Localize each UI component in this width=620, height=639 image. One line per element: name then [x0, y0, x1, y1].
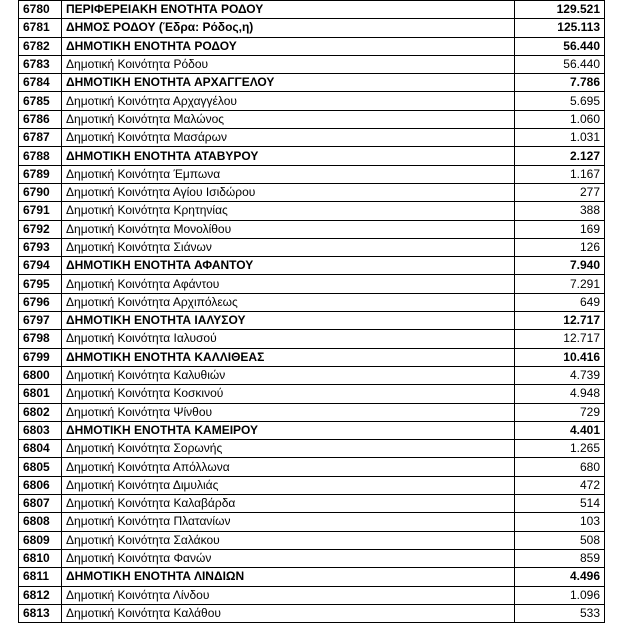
row-population: 56.440	[515, 55, 605, 73]
table-row	[19, 92, 605, 110]
table-row	[19, 312, 605, 330]
row-name: Δημοτική Κοινότητα Διμυλιάς	[62, 476, 515, 494]
table-row	[19, 586, 605, 604]
row-name: Δημοτική Κοινότητα Αρχιπόλεως	[62, 293, 515, 311]
table-row	[19, 385, 605, 403]
table-row	[19, 55, 605, 73]
table-row	[19, 330, 605, 348]
row-code: 6803	[19, 421, 62, 439]
row-name: Δημοτική Κοινότητα Πλατανίων	[62, 513, 515, 531]
population-table	[18, 0, 605, 623]
table-row	[19, 275, 605, 293]
row-name: ΔΗΜΟΤΙΚΗ ΕΝΟΤΗΤΑ ΡΟΔΟΥ	[62, 37, 515, 55]
row-population: 5.695	[515, 92, 605, 110]
row-code: 6800	[19, 366, 62, 384]
row-code: 6790	[19, 183, 62, 201]
row-name: ΔΗΜΟΤΙΚΗ ΕΝΟΤΗΤΑ ΑΡΧΑΓΓΕΛΟΥ	[62, 74, 515, 92]
row-population: 277	[515, 183, 605, 201]
table-row	[19, 19, 605, 37]
row-name: Δημοτική Κοινότητα Έμπωνα	[62, 165, 515, 183]
row-code: 6801	[19, 385, 62, 403]
row-population: 1.265	[515, 440, 605, 458]
row-code: 6798	[19, 330, 62, 348]
row-name: Δημοτική Κοινότητα Μασάρων	[62, 129, 515, 147]
table-row	[19, 476, 605, 494]
row-name: Δημοτική Κοινότητα Σορωνής	[62, 440, 515, 458]
row-population: 4.401	[515, 421, 605, 439]
row-population: 169	[515, 220, 605, 238]
row-name: Δημοτική Κοινότητα Κοσκινού	[62, 385, 515, 403]
row-code: 6787	[19, 129, 62, 147]
table-row	[19, 549, 605, 567]
row-name: ΔΗΜΟΤΙΚΗ ΕΝΟΤΗΤΑ ΛΙΝΔΙΩΝ	[62, 568, 515, 586]
row-population: 1.167	[515, 165, 605, 183]
row-population: 4.739	[515, 366, 605, 384]
row-name: Δημοτική Κοινότητα Κρητηνίας	[62, 202, 515, 220]
row-population: 129.521	[515, 1, 605, 19]
row-code: 6796	[19, 293, 62, 311]
row-population: 859	[515, 549, 605, 567]
row-name: Δημοτική Κοινότητα Ιαλυσού	[62, 330, 515, 348]
row-name: Δημοτική Κοινότητα Μαλώνος	[62, 110, 515, 128]
row-name: Δημοτική Κοινότητα Ρόδου	[62, 55, 515, 73]
row-population: 388	[515, 202, 605, 220]
table-body	[19, 1, 605, 623]
row-population: 729	[515, 403, 605, 421]
row-name: Δημοτική Κοινότητα Αρχαγγέλου	[62, 92, 515, 110]
row-code: 6781	[19, 19, 62, 37]
row-population: 533	[515, 604, 605, 622]
table-row	[19, 604, 605, 622]
row-population: 649	[515, 293, 605, 311]
row-population: 56.440	[515, 37, 605, 55]
row-code: 6811	[19, 568, 62, 586]
row-population: 12.717	[515, 330, 605, 348]
table-row	[19, 202, 605, 220]
table-row	[19, 165, 605, 183]
table-row	[19, 531, 605, 549]
row-population: 4.496	[515, 568, 605, 586]
row-name: ΔΗΜΟΣ ΡΟΔΟΥ (Έδρα: Ρόδος,η)	[62, 19, 515, 37]
row-code: 6780	[19, 1, 62, 19]
row-code: 6794	[19, 257, 62, 275]
row-name: Δημοτική Κοινότητα Καλάθου	[62, 604, 515, 622]
row-population: 7.940	[515, 257, 605, 275]
row-population: 508	[515, 531, 605, 549]
table-row	[19, 1, 605, 19]
row-name: Δημοτική Κοινότητα Καλαβάρδα	[62, 495, 515, 513]
row-name: Δημοτική Κοινότητα Μονολίθου	[62, 220, 515, 238]
table-row	[19, 74, 605, 92]
row-code: 6812	[19, 586, 62, 604]
row-code: 6802	[19, 403, 62, 421]
table-row	[19, 183, 605, 201]
table-row	[19, 293, 605, 311]
row-population: 514	[515, 495, 605, 513]
row-name: Δημοτική Κοινότητα Φανών	[62, 549, 515, 567]
row-code: 6809	[19, 531, 62, 549]
row-name: Δημοτική Κοινότητα Αφάντου	[62, 275, 515, 293]
row-code: 6806	[19, 476, 62, 494]
row-name: Δημοτική Κοινότητα Απόλλωνα	[62, 458, 515, 476]
row-population: 10.416	[515, 348, 605, 366]
table-row	[19, 568, 605, 586]
table-row	[19, 403, 605, 421]
row-name: Δημοτική Κοινότητα Καλυθιών	[62, 366, 515, 384]
table-row	[19, 147, 605, 165]
row-code: 6783	[19, 55, 62, 73]
row-population: 2.127	[515, 147, 605, 165]
table-row	[19, 366, 605, 384]
row-code: 6795	[19, 275, 62, 293]
row-code: 6793	[19, 238, 62, 256]
table-row	[19, 513, 605, 531]
table-row	[19, 220, 605, 238]
row-code: 6789	[19, 165, 62, 183]
table-row	[19, 348, 605, 366]
row-code: 6788	[19, 147, 62, 165]
row-code: 6785	[19, 92, 62, 110]
row-population: 12.717	[515, 312, 605, 330]
row-code: 6813	[19, 604, 62, 622]
table-row	[19, 37, 605, 55]
row-name: Δημοτική Κοινότητα Ψίνθου	[62, 403, 515, 421]
row-name: Δημοτική Κοινότητα Λίνδου	[62, 586, 515, 604]
row-code: 6797	[19, 312, 62, 330]
table-row	[19, 238, 605, 256]
row-name: ΔΗΜΟΤΙΚΗ ΕΝΟΤΗΤΑ ΑΤΑΒΥΡΟΥ	[62, 147, 515, 165]
row-population: 103	[515, 513, 605, 531]
row-code: 6807	[19, 495, 62, 513]
row-code: 6784	[19, 74, 62, 92]
table-row	[19, 421, 605, 439]
row-name: Δημοτική Κοινότητα Σιάνων	[62, 238, 515, 256]
row-population: 1.060	[515, 110, 605, 128]
row-population: 1.031	[515, 129, 605, 147]
table-row	[19, 257, 605, 275]
row-code: 6792	[19, 220, 62, 238]
row-population: 4.948	[515, 385, 605, 403]
row-code: 6805	[19, 458, 62, 476]
table-row	[19, 110, 605, 128]
row-name: ΔΗΜΟΤΙΚΗ ΕΝΟΤΗΤΑ ΙΑΛΥΣΟΥ	[62, 312, 515, 330]
row-code: 6810	[19, 549, 62, 567]
row-name: ΔΗΜΟΤΙΚΗ ΕΝΟΤΗΤΑ ΚΑΛΛΙΘΕΑΣ	[62, 348, 515, 366]
table-row	[19, 440, 605, 458]
row-code: 6782	[19, 37, 62, 55]
row-population: 472	[515, 476, 605, 494]
row-name: Δημοτική Κοινότητα Σαλάκου	[62, 531, 515, 549]
table-row	[19, 495, 605, 513]
row-name: Δημοτική Κοινότητα Αγίου Ισιδώρου	[62, 183, 515, 201]
row-population: 680	[515, 458, 605, 476]
row-code: 6804	[19, 440, 62, 458]
row-population: 125.113	[515, 19, 605, 37]
row-code: 6808	[19, 513, 62, 531]
row-code: 6786	[19, 110, 62, 128]
row-name: ΠΕΡΙΦΕΡΕΙΑΚΗ ΕΝΟΤΗΤΑ ΡΟΔΟΥ	[62, 1, 515, 19]
table-row	[19, 458, 605, 476]
row-code: 6799	[19, 348, 62, 366]
table-row	[19, 129, 605, 147]
row-population: 1.096	[515, 586, 605, 604]
row-code: 6791	[19, 202, 62, 220]
row-name: ΔΗΜΟΤΙΚΗ ΕΝΟΤΗΤΑ ΑΦΑΝΤΟΥ	[62, 257, 515, 275]
row-population: 7.291	[515, 275, 605, 293]
row-name: ΔΗΜΟΤΙΚΗ ΕΝΟΤΗΤΑ ΚΑΜΕΙΡΟΥ	[62, 421, 515, 439]
row-population: 7.786	[515, 74, 605, 92]
row-population: 126	[515, 238, 605, 256]
